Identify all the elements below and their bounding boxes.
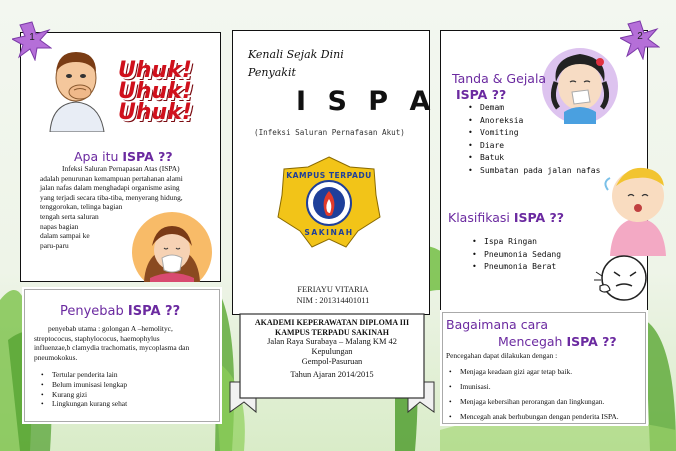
- penyebab-intro-line: influenzae,b clamydia trachomatis, mycoplasma dan: [34, 343, 190, 353]
- definition-line: Infeksi Saluran Pernapasan Atas (ISPA): [62, 164, 180, 173]
- institution-line: Kepulungan: [311, 347, 353, 357]
- list-item: • Demam: [468, 102, 638, 115]
- institution-line: Gempol-Pasuruan: [301, 357, 363, 367]
- list-item: • Pneumonia Berat: [472, 261, 602, 274]
- coughing-boy-illustration: [40, 42, 112, 132]
- penyebab-intro-line: streptococus, staphylococus, haemophylus: [34, 333, 160, 343]
- sick-girl-illustration: [126, 212, 218, 282]
- institution-line: Tahun Ajaran 2014/2015: [290, 370, 374, 380]
- mencegah-line2: [446, 333, 646, 350]
- mencegah-list: [446, 364, 646, 424]
- mencegah-intro: Pencegahan dapat dilakukan dengan :: [446, 351, 558, 360]
- list-item: • Vomiting: [468, 127, 638, 140]
- tanda-gejala-heading: [452, 71, 546, 103]
- list-item: • Lingkungan kurang sehat: [38, 399, 218, 409]
- ispa-subtitle: (Infeksi Saluran Pernafasan Akut): [254, 128, 405, 137]
- definition-line: adalah penurunan kemampuan pertahanan alami: [40, 173, 183, 183]
- institution-line: AKADEMI KEPERAWATAN DIPLOMA III: [254, 318, 410, 327]
- kenali-heading: [248, 46, 344, 82]
- institution-line: KAMPUS TERPADU SAKINAH: [275, 327, 389, 337]
- definition-line: tengah serta saluran: [40, 211, 99, 221]
- list-item: • Belum imunisasi lengkap: [38, 380, 218, 390]
- penyebab-intro-line: penyebab utama : golongan A –hemolityc,: [48, 324, 173, 333]
- classification-list: [472, 236, 602, 274]
- klasifikasi-highlight: ISPA ??: [513, 210, 565, 225]
- sneezing-baby-illustration: [604, 160, 672, 256]
- list-item: • Tertular penderita lain: [38, 370, 218, 380]
- cough-line: Uhuk!: [118, 79, 192, 104]
- mencegah-prefix: Mencegah: [498, 334, 563, 349]
- klasifikasi-heading: [448, 210, 564, 225]
- list-item: • Imunisasi.: [446, 379, 646, 394]
- mencegah-line1: Bagaimana cara: [446, 317, 549, 332]
- author-name: FERIAYU VITARIA: [297, 285, 369, 294]
- list-item: • Sumbatan pada jalan nafas: [468, 165, 638, 178]
- penyebab-prefix: Penyebab: [60, 304, 124, 319]
- mencegah-highlight: ISPA ??: [566, 334, 617, 349]
- kenali-line: Kenali Sejak Dini: [248, 48, 344, 61]
- definition-line: jalan nafas dalam menghadapi organisme asing: [40, 183, 180, 193]
- definition-line: napas bagian: [40, 221, 79, 231]
- penyebab-list: [38, 370, 218, 409]
- list-item: • Menjaga keadaan gizi agar tetap baik.: [446, 364, 646, 379]
- apa-itu-prefix: Apa itu: [74, 149, 119, 164]
- penyebab-highlight: ISPA ??: [127, 304, 181, 319]
- definition-line: dalam sampai ke: [40, 231, 90, 241]
- definition-line: tenggorokan, telinga bagian: [40, 202, 123, 212]
- klasifikasi-prefix: Klasifikasi: [448, 210, 510, 225]
- page-number-right: 2: [637, 31, 643, 42]
- ispa-title: I S P A: [296, 86, 437, 117]
- definition-line: paru-paru: [40, 240, 69, 250]
- logo-text-top: KAMPUS TERPADU: [286, 171, 372, 180]
- author-nim: NIM : 201314401011: [296, 296, 370, 305]
- definition-line: yang terjadi secara tiba-tiba, menyerang hidung,: [40, 192, 183, 202]
- institution-line: Jalan Raya Surabaya – Malang KM 42: [267, 337, 397, 347]
- page-number-left: 1: [29, 32, 35, 43]
- cough-line: Uhuk!: [118, 58, 192, 83]
- list-item: • Pneumonia Sedang: [472, 249, 602, 262]
- logo-text-bottom: SAKINAH: [304, 228, 354, 237]
- institution-block: [240, 318, 424, 381]
- penyebab-intro: [34, 324, 219, 362]
- penyebab-intro-line: pneumokokus.: [34, 352, 78, 362]
- penyebab-heading: [60, 304, 180, 319]
- list-item: • Diare: [468, 140, 638, 153]
- tanda-highlight: ISPA ??: [456, 87, 507, 102]
- mencegah-heading: [446, 316, 646, 350]
- cough-sound-text: [118, 60, 192, 123]
- tanda-title: Tanda & Gejala: [452, 71, 547, 86]
- list-item: • Kurang gizi: [38, 390, 218, 400]
- list-item: • Ispa Ringan: [472, 236, 602, 249]
- cough-line: Uhuk!: [118, 100, 192, 125]
- kenali-line: Penyakit: [248, 66, 296, 79]
- list-item: • Mencegah anak berhubungan dengan penderita ISPA.: [446, 409, 646, 424]
- list-item: • Batuk: [468, 152, 638, 165]
- list-item: • Anoreksia: [468, 115, 638, 128]
- list-item: • Menjaga kebersihan perorangan dan lingkungan.: [446, 394, 646, 409]
- apa-itu-highlight: ISPA ??: [122, 149, 173, 164]
- apa-itu-heading: [74, 149, 173, 164]
- coughing-man-sketch: [594, 252, 650, 314]
